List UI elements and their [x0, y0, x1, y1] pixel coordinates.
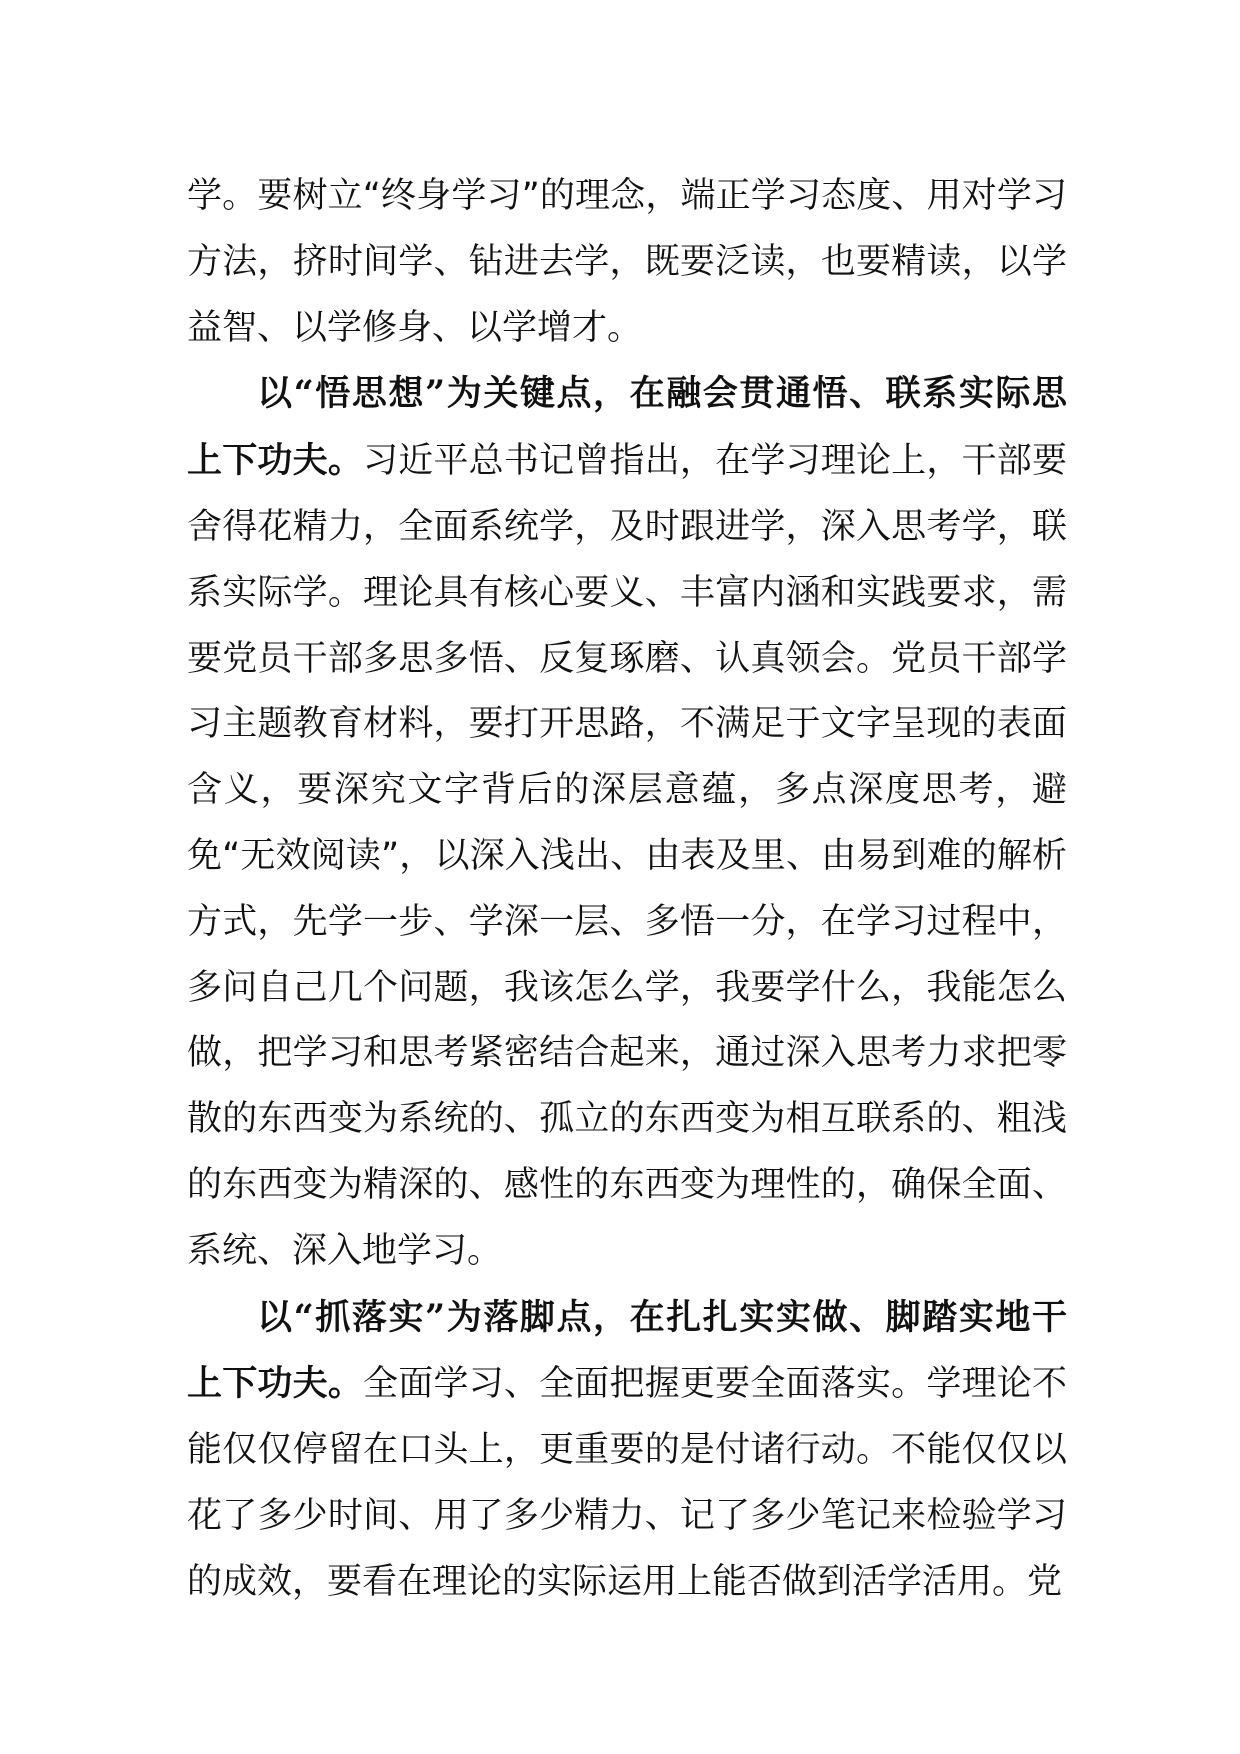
paragraph-1	[187, 164, 1067, 361]
paragraph-2-body: 习近平总书记曾指出，在学习理论上，干部要舍得花精力，全面系统学，及时跟进学，深入思考学，联系实际学。理论具有核心要义、丰富内涵和实践要求，需要党员干部多思多悟、反复琢磨、认真领会。党员干部学习主题教育材料，要打开思路，不满足于文字呈现的表面含义，要深究文字背后的深层意蕴，多点深度思考，避免“无效阅读”，以深入浅出、由表及里、由易到难的解析方式，先学一步、学深一层、多悟一分，在学习过程中，多问自己几个问题，我该怎么学，我要学什么，我能怎么做，把学习和思考紧密结合起来，通过深入思考力求把零散的东西变为系统的、孤立的东西变为相互联系的、粗浅的东西变为精深的、感性的东西变为理性的，确保全面、系统、深入地学习。	[187, 441, 1067, 1271]
paragraph-3	[187, 1285, 1067, 1616]
paragraph-1-body: 学。要树立“终身学习”的理念，端正学习态度、用对学习方法，挤时间学、钻进去学，既要泛读，也要精读，以学益智、以学修身、以学增才。	[187, 176, 1067, 348]
document-body	[187, 164, 1067, 1616]
paragraph-3-body: 全面学习、全面把握更要全面落实。学理论不能仅仅停留在口头上，更重要的是付诸行动。不能仅仅以花了多少时间、用了多少精力、记了多少笔记来检验学习的成效，要看在理论的实际运用上能否做到活学活用。党	[187, 1364, 1067, 1602]
paragraph-3-lead: 以“抓落实”为落脚点，在扎扎实实做、脚踏实地干上下功夫。	[187, 1296, 1067, 1405]
paragraph-2	[187, 361, 1067, 1284]
paragraph-2-lead: 以“悟思想”为关键点，在融会贯通悟、联系实际思上下功夫。	[187, 373, 1067, 482]
